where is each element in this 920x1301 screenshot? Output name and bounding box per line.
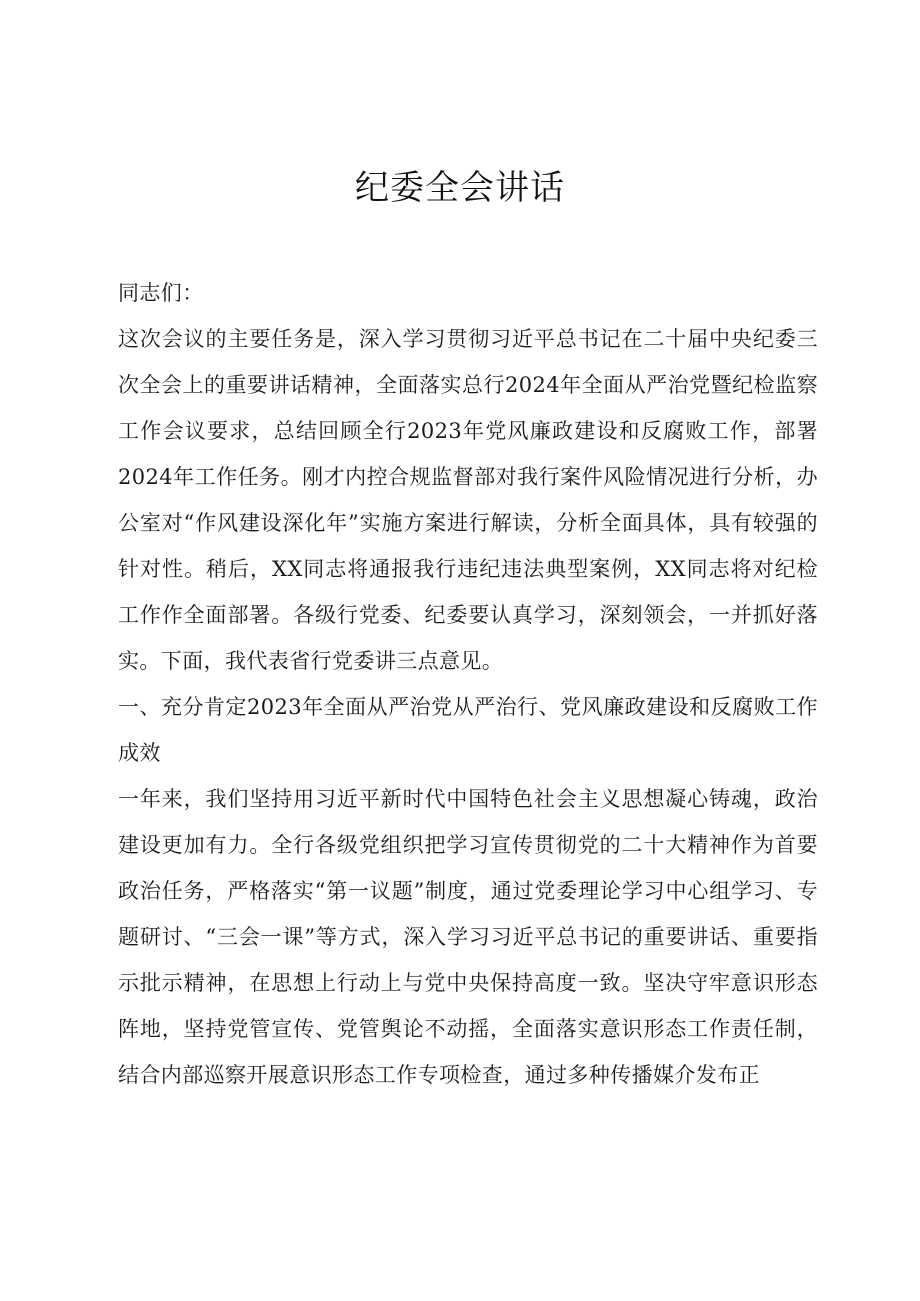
section-heading-1: 一、充分肯定2023年全面从严治党从严治行、党风廉政建设和反腐败工作成效 [118,695,818,765]
document-title: 纪委全会讲话 [355,168,565,208]
document-body [118,270,818,1098]
intro-paragraph: 这次会议的主要任务是，深入学习贯彻习近平总书记在二十届中央纪委三次全会上的重要讲话精神，全面落实总行2024年全面从严治党暨纪检监察工作会议要求，总结回顾全行2023年党风廉政建设和反腐败工作，部署2024年工作任务。刚才内控合规监督部对我行案件风险情况进行分析，办公室对“作风建设深化年”实施方案进行解读，分析全面具体，具有较强的针对性。稍后，XX同志将通报我行违纪违法典型案例，XX同志将对纪检工作作全面部署。各级行党委、纪委要认真学习，深刻领会，一并抓好落实。下面，我代表省行党委讲三点意见。 [118,327,818,673]
salutation-paragraph: 同志们： [118,281,204,305]
section-1-paragraph: 一年来，我们坚持用习近平新时代中国特色社会主义思想凝心铸魂，政治建设更加有力。全行各级党组织把学习宣传贯彻党的二十大精神作为首要政治任务，严格落实“第一议题”制度，通过党委理论学习中心组学习、专题研讨、“三会一课”等方式，深入学习习近平总书记的重要讲话、重要指示批示精神，在思想上行动上与党中央保持高度一致。坚决守牢意识形态阵地，坚持党管宣传、党管舆论不动摇，全面落实意识形态工作责任制，结合内部巡察开展意识形态工作专项检查，通过多种传播媒介发布正 [118,787,818,1087]
